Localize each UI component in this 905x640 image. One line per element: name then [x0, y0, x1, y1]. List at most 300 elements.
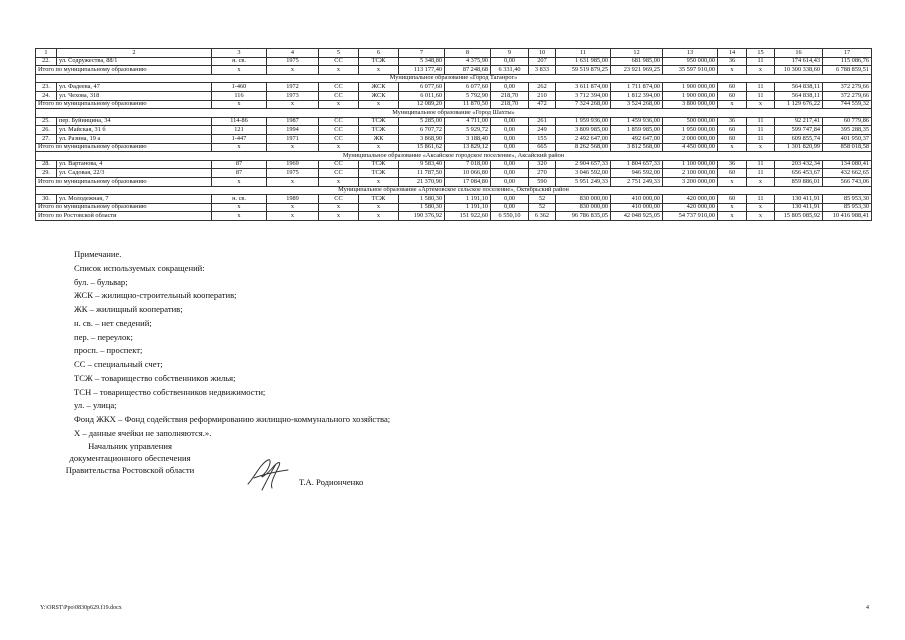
- table-cell: 203 432,34: [775, 160, 823, 169]
- table-cell: 52: [529, 195, 556, 204]
- table-cell: 4 450 000,00: [663, 143, 718, 152]
- subtotal-row: [36, 66, 872, 75]
- table-cell: 1-460: [212, 83, 267, 92]
- file-path: Y:\ORST\Ppo\0830p629.f19.docx: [40, 605, 122, 611]
- table-cell: ул. Молодежная, 7: [57, 195, 212, 204]
- table-cell: 492 647,00: [611, 134, 663, 143]
- table-cell: х: [718, 177, 747, 186]
- table-cell: 30.: [36, 195, 57, 204]
- table-cell: ул. Чехова, 318: [57, 91, 212, 100]
- table-cell: 3 200 000,00: [663, 177, 718, 186]
- table-cell: 0,00: [491, 117, 529, 126]
- table-cell: х: [359, 177, 399, 186]
- table-cell: 830 000,00: [556, 203, 611, 212]
- table-cell: 0,00: [491, 126, 529, 135]
- table-cell: 8: [445, 49, 491, 58]
- table-cell: 270: [529, 169, 556, 178]
- table-cell: 52: [529, 203, 556, 212]
- table-cell: 3 809 985,00: [556, 126, 611, 135]
- table-cell: 12 089,20: [399, 100, 445, 109]
- table-row: [36, 160, 872, 169]
- table-row: [36, 91, 872, 100]
- table-cell: 1994: [267, 126, 319, 135]
- table-cell: Итого по муниципальному образованию: [36, 143, 212, 152]
- subtotal-row: [36, 177, 872, 186]
- table-row: [36, 195, 872, 204]
- table-cell: 6 011,60: [399, 91, 445, 100]
- table-cell: СС: [319, 134, 359, 143]
- table-cell: 11: [747, 195, 775, 204]
- table-cell: х: [718, 66, 747, 75]
- table-cell: 3 046 592,00: [556, 169, 611, 178]
- table-cell: 372 279,66: [823, 83, 872, 92]
- table-cell: 3 800 000,00: [663, 100, 718, 109]
- table-cell: х: [359, 203, 399, 212]
- table-cell: 4: [267, 49, 319, 58]
- table-cell: ТСЖ: [359, 169, 399, 178]
- abbreviation-line: бул. – бульвар;: [74, 276, 128, 287]
- table-cell: 6 077,60: [445, 83, 491, 92]
- table-cell: СС: [319, 126, 359, 135]
- table-cell: 13: [663, 49, 718, 58]
- table-cell: 11: [747, 91, 775, 100]
- table-cell: х: [319, 66, 359, 75]
- table-cell: х: [267, 203, 319, 212]
- table-cell: 1 959 936,00: [556, 117, 611, 126]
- table-cell: 11 870,50: [445, 100, 491, 109]
- signatory-line-2: документационного обеспечения: [69, 453, 191, 463]
- table-cell: 0,00: [491, 177, 529, 186]
- table-cell: СС: [319, 117, 359, 126]
- table-cell: ТСЖ: [359, 126, 399, 135]
- table-cell: 564 838,11: [775, 91, 823, 100]
- table-cell: н. св.: [212, 57, 267, 66]
- table-cell: 1 900 000,00: [663, 91, 718, 100]
- abbreviation-line: Фонд ЖКХ – Фонд содействия реформированию жилищно-коммунального хозяйства;: [74, 414, 391, 424]
- table-cell: 87 248,68: [445, 66, 491, 75]
- table-cell: 10 066,80: [445, 169, 491, 178]
- table-cell: 946 592,00: [611, 169, 663, 178]
- table-cell: 130 411,91: [775, 195, 823, 204]
- table-cell: х: [747, 100, 775, 109]
- table-cell: х: [212, 212, 267, 221]
- table-cell: х: [747, 212, 775, 221]
- table-cell: х: [212, 100, 267, 109]
- table-cell: 174 614,43: [775, 57, 823, 66]
- table-cell: 60: [718, 195, 747, 204]
- table-cell: 1 580,30: [399, 203, 445, 212]
- table-row: [36, 134, 872, 143]
- table-cell: 11: [747, 134, 775, 143]
- table-cell: 1 900 000,00: [663, 83, 718, 92]
- signatory-position: [40, 440, 220, 476]
- table-cell: 10 300 338,60: [775, 66, 823, 75]
- table-cell: 6: [359, 49, 399, 58]
- table-cell: ЖСК: [359, 91, 399, 100]
- table-cell: 2 000 000,00: [663, 134, 718, 143]
- table-cell: 249: [529, 126, 556, 135]
- subtotal-row: [36, 203, 872, 212]
- table-cell: 5 792,90: [445, 91, 491, 100]
- table-cell: 92 217,41: [775, 117, 823, 126]
- table-cell: 23.: [36, 83, 57, 92]
- table-cell: 3 712 394,00: [556, 91, 611, 100]
- table-cell: 60: [718, 126, 747, 135]
- table-cell: 36: [718, 160, 747, 169]
- table-cell: 0,00: [491, 169, 529, 178]
- table-cell: 420 000,00: [663, 195, 718, 204]
- table-cell: 116: [212, 91, 267, 100]
- table-cell: х: [267, 100, 319, 109]
- table-cell: 1 129 676,22: [775, 100, 823, 109]
- table-cell: 6 331,40: [491, 66, 529, 75]
- table-cell: 85 953,30: [823, 195, 872, 204]
- section-header-row: [36, 186, 872, 195]
- table-cell: 9 583,40: [399, 160, 445, 169]
- table-cell: 0,00: [491, 160, 529, 169]
- table-cell: СС: [319, 83, 359, 92]
- table-cell: х: [212, 66, 267, 75]
- section-header-row: [36, 109, 872, 118]
- table-row: [36, 117, 872, 126]
- table-cell: 15: [747, 49, 775, 58]
- table-cell: 36: [718, 57, 747, 66]
- table-cell: ул. Разина, 19 а: [57, 134, 212, 143]
- abbreviation-line: Х – данные ячейки не заполняются.».: [74, 427, 212, 438]
- table-cell: 11: [747, 160, 775, 169]
- table-cell: 500 000,00: [663, 117, 718, 126]
- table-cell: 2 492 647,00: [556, 134, 611, 143]
- table-cell: 5 348,80: [399, 57, 445, 66]
- table-cell: 11: [747, 57, 775, 66]
- table-cell: Итого по муниципальному образованию: [36, 100, 212, 109]
- table-cell: 15 805 085,92: [775, 212, 823, 221]
- table-cell: 10: [529, 49, 556, 58]
- table-cell: Итого по Ростовской области: [36, 212, 212, 221]
- table-cell: х: [747, 203, 775, 212]
- table-cell: 1975: [267, 169, 319, 178]
- table-cell: 3: [212, 49, 267, 58]
- table-cell: 3 812 568,00: [611, 143, 663, 152]
- property-table: [35, 48, 872, 221]
- table-cell: 1 459 936,00: [611, 117, 663, 126]
- table-cell: 134 080,41: [823, 160, 872, 169]
- table-cell: Муниципальное образование «Артемовское сельское поселение», Октябрьский район: [36, 186, 872, 195]
- abbreviation-line: СС – специальный счет;: [74, 359, 163, 369]
- table-cell: 7 324 268,00: [556, 100, 611, 109]
- table-cell: 6 788 859,51: [823, 66, 872, 75]
- table-cell: 1989: [267, 195, 319, 204]
- table-cell: 24.: [36, 91, 57, 100]
- table-cell: 1-447: [212, 134, 267, 143]
- table-cell: 115 086,76: [823, 57, 872, 66]
- table-cell: 113 177,40: [399, 66, 445, 75]
- table-cell: 3 611 874,00: [556, 83, 611, 92]
- table-cell: 1 301 820,99: [775, 143, 823, 152]
- table-cell: х: [267, 143, 319, 152]
- table-cell: 6 550,10: [491, 212, 529, 221]
- signatory-name: Т.А. Родионченко: [299, 477, 364, 487]
- table-cell: 11: [747, 169, 775, 178]
- table-cell: 395 288,35: [823, 126, 872, 135]
- table-cell: 2 904 657,33: [556, 160, 611, 169]
- table-cell: х: [747, 66, 775, 75]
- table-cell: х: [319, 100, 359, 109]
- page-number: 4: [866, 605, 869, 611]
- table-cell: 609 855,74: [775, 134, 823, 143]
- note-block: [74, 248, 390, 441]
- table-cell: СС: [319, 57, 359, 66]
- subtotal-row: [36, 143, 872, 152]
- handwritten-signature: [244, 454, 294, 494]
- table-cell: 26.: [36, 126, 57, 135]
- table-cell: 3 868,90: [399, 134, 445, 143]
- table-cell: 401 950,37: [823, 134, 872, 143]
- table-cell: 25.: [36, 117, 57, 126]
- table-cell: х: [359, 143, 399, 152]
- table-cell: 60: [718, 169, 747, 178]
- table-cell: 1: [36, 49, 57, 58]
- table-cell: 190 376,92: [399, 212, 445, 221]
- table-cell: х: [267, 66, 319, 75]
- table-cell: 7 018,00: [445, 160, 491, 169]
- table-row: [36, 83, 872, 92]
- table-cell: 4 711,00: [445, 117, 491, 126]
- table-cell: 830 000,00: [556, 195, 611, 204]
- table-cell: ул. Майская, 31 б: [57, 126, 212, 135]
- table-cell: 155: [529, 134, 556, 143]
- table-cell: 1971: [267, 134, 319, 143]
- table-cell: 410 000,00: [611, 195, 663, 204]
- abbreviation-line: Список используемых сокращений:: [74, 262, 205, 273]
- section-header-row: [36, 152, 872, 161]
- table-cell: СС: [319, 91, 359, 100]
- table-cell: 566 743,06: [823, 177, 872, 186]
- table-cell: 2 751 249,33: [611, 177, 663, 186]
- abbreviation-line: ТСЖ – товарищество собственников жилья;: [74, 372, 236, 383]
- table-cell: СС: [319, 169, 359, 178]
- note-title: Примечание.: [74, 249, 122, 259]
- table-cell: 1 812 394,00: [611, 91, 663, 100]
- table-row: [36, 126, 872, 135]
- table-cell: 9: [491, 49, 529, 58]
- table-cell: 11: [747, 126, 775, 135]
- table-cell: 27.: [36, 134, 57, 143]
- table-cell: ул. Вартанова, 4: [57, 160, 212, 169]
- table-cell: х: [718, 212, 747, 221]
- table-cell: 432 662,65: [823, 169, 872, 178]
- table-cell: 472: [529, 100, 556, 109]
- abbreviation-line: ул. – улица;: [74, 400, 117, 411]
- table-cell: 96 786 835,05: [556, 212, 611, 221]
- table-cell: 3 524 268,00: [611, 100, 663, 109]
- table-row: [36, 57, 872, 66]
- table-cell: 87: [212, 169, 267, 178]
- table-cell: 410 000,00: [611, 203, 663, 212]
- table-cell: ТСЖ: [359, 195, 399, 204]
- table-cell: 420 000,00: [663, 203, 718, 212]
- table-cell: 1 191,10: [445, 203, 491, 212]
- abbreviation-line: ЖК – жилищный кооператив;: [74, 304, 183, 314]
- table-cell: х: [319, 203, 359, 212]
- table-cell: 29.: [36, 169, 57, 178]
- table-cell: 859 886,01: [775, 177, 823, 186]
- table-cell: 681 985,00: [611, 57, 663, 66]
- table-cell: 261: [529, 117, 556, 126]
- table-cell: 218,70: [491, 91, 529, 100]
- table-cell: Итого по муниципальному образованию: [36, 203, 212, 212]
- table-cell: х: [718, 100, 747, 109]
- table-cell: х: [212, 177, 267, 186]
- table-cell: Итого по муниципальному образованию: [36, 177, 212, 186]
- table-cell: 1 580,30: [399, 195, 445, 204]
- table-cell: х: [747, 177, 775, 186]
- table-cell: 7: [399, 49, 445, 58]
- table-cell: х: [267, 212, 319, 221]
- table-cell: 950 000,00: [663, 57, 718, 66]
- table-cell: 6 362: [529, 212, 556, 221]
- table-cell: х: [359, 66, 399, 75]
- table-cell: 207: [529, 57, 556, 66]
- table-cell: 22.: [36, 57, 57, 66]
- table-cell: 60: [718, 83, 747, 92]
- table-cell: 114-86: [212, 117, 267, 126]
- table-cell: 5: [319, 49, 359, 58]
- table-cell: 5 929,72: [445, 126, 491, 135]
- table-cell: ТСЖ: [359, 57, 399, 66]
- table-cell: 11: [556, 49, 611, 58]
- subtotal-row: [36, 100, 872, 109]
- table-cell: 85 953,30: [823, 203, 872, 212]
- table-cell: 1969: [267, 160, 319, 169]
- table-cell: 60: [718, 134, 747, 143]
- table-cell: 17: [823, 49, 872, 58]
- table-cell: 1973: [267, 91, 319, 100]
- table-cell: ул. Садовая, 22/3: [57, 169, 212, 178]
- table-cell: 10 416 988,41: [823, 212, 872, 221]
- section-header-row: [36, 74, 872, 83]
- table-cell: х: [319, 212, 359, 221]
- table-cell: 1 859 985,00: [611, 126, 663, 135]
- table-cell: ЖСК: [359, 83, 399, 92]
- table-cell: 16: [775, 49, 823, 58]
- table-cell: 60 779,86: [823, 117, 872, 126]
- table-cell: 590: [529, 177, 556, 186]
- table-cell: ТСЖ: [359, 160, 399, 169]
- table-header-row: [36, 49, 872, 58]
- table-cell: 2: [57, 49, 212, 58]
- table-cell: 858 018,58: [823, 143, 872, 152]
- table-cell: 564 838,11: [775, 83, 823, 92]
- table-cell: 15 861,62: [399, 143, 445, 152]
- table-cell: х: [359, 100, 399, 109]
- table-cell: ул. Содружества, 88/1: [57, 57, 212, 66]
- table-cell: 11: [747, 117, 775, 126]
- table-cell: ул. Фадеева, 47: [57, 83, 212, 92]
- table-cell: 0,00: [491, 143, 529, 152]
- table-cell: 0,00: [491, 83, 529, 92]
- table-cell: х: [359, 212, 399, 221]
- table-cell: 36: [718, 117, 747, 126]
- table-cell: 6 707,72: [399, 126, 445, 135]
- table-cell: Итого по муниципальному образованию: [36, 66, 212, 75]
- table-cell: 1987: [267, 117, 319, 126]
- table-cell: 665: [529, 143, 556, 152]
- table-cell: ЖК: [359, 134, 399, 143]
- table-cell: 23 921 969,25: [611, 66, 663, 75]
- signatory-line-3: Правительства Ростовской области: [65, 465, 195, 475]
- table-cell: 12: [611, 49, 663, 58]
- table-cell: 1975: [267, 57, 319, 66]
- table-cell: 2 100 000,00: [663, 169, 718, 178]
- table-cell: 656 453,67: [775, 169, 823, 178]
- table-cell: 210: [529, 91, 556, 100]
- table-cell: н. св.: [212, 195, 267, 204]
- table-cell: 1 950 000,00: [663, 126, 718, 135]
- table-cell: 744 559,32: [823, 100, 872, 109]
- table-cell: 0,00: [491, 134, 529, 143]
- table-cell: 372 279,66: [823, 91, 872, 100]
- table-cell: 262: [529, 83, 556, 92]
- table-cell: Муниципальное образование «Город Шахты»: [36, 109, 872, 118]
- table-cell: 59 519 879,25: [556, 66, 611, 75]
- table-cell: СС: [319, 195, 359, 204]
- abbreviation-line: ТСН – товарищество собственников недвижимости;: [74, 386, 266, 397]
- table-cell: 87: [212, 160, 267, 169]
- table-cell: 14: [718, 49, 747, 58]
- table-cell: 151 922,60: [445, 212, 491, 221]
- abbreviation-line: н. св. – нет сведений;: [74, 317, 152, 328]
- table-cell: СС: [319, 160, 359, 169]
- table-cell: 320: [529, 160, 556, 169]
- table-cell: 13 829,12: [445, 143, 491, 152]
- table-cell: 11 787,50: [399, 169, 445, 178]
- table-cell: 0,00: [491, 195, 529, 204]
- abbreviation-line: ЖСК – жилищно-строительный кооператив;: [74, 290, 237, 301]
- table-row: [36, 169, 872, 178]
- table-cell: 4 375,90: [445, 57, 491, 66]
- table-cell: 0,00: [491, 203, 529, 212]
- table-cell: Муниципальное образование «Аксайское городское поселение», Аксайский район: [36, 152, 872, 161]
- table-cell: 6 077,60: [399, 83, 445, 92]
- table-cell: 21 370,90: [399, 177, 445, 186]
- table-cell: 28.: [36, 160, 57, 169]
- table-cell: 3 188,40: [445, 134, 491, 143]
- table-cell: 5 951 249,33: [556, 177, 611, 186]
- table-cell: 5 285,00: [399, 117, 445, 126]
- table-cell: 1 191,10: [445, 195, 491, 204]
- table-cell: пер. Буйницина, 34: [57, 117, 212, 126]
- table-cell: 1 804 657,33: [611, 160, 663, 169]
- table-cell: 1972: [267, 83, 319, 92]
- table-cell: х: [747, 143, 775, 152]
- table-cell: 1 711 874,00: [611, 83, 663, 92]
- table-cell: х: [718, 203, 747, 212]
- abbreviation-line: пер. – переулок;: [74, 331, 133, 342]
- table-cell: х: [212, 143, 267, 152]
- table-cell: х: [319, 177, 359, 186]
- table-cell: 60: [718, 91, 747, 100]
- table-cell: 3 833: [529, 66, 556, 75]
- table-cell: 121: [212, 126, 267, 135]
- table-cell: 599 747,84: [775, 126, 823, 135]
- table-cell: х: [319, 143, 359, 152]
- table-cell: 11: [747, 83, 775, 92]
- table-cell: 8 262 568,00: [556, 143, 611, 152]
- table-cell: 1 100 000,00: [663, 160, 718, 169]
- subtotal-row: [36, 212, 872, 221]
- table-cell: 17 084,80: [445, 177, 491, 186]
